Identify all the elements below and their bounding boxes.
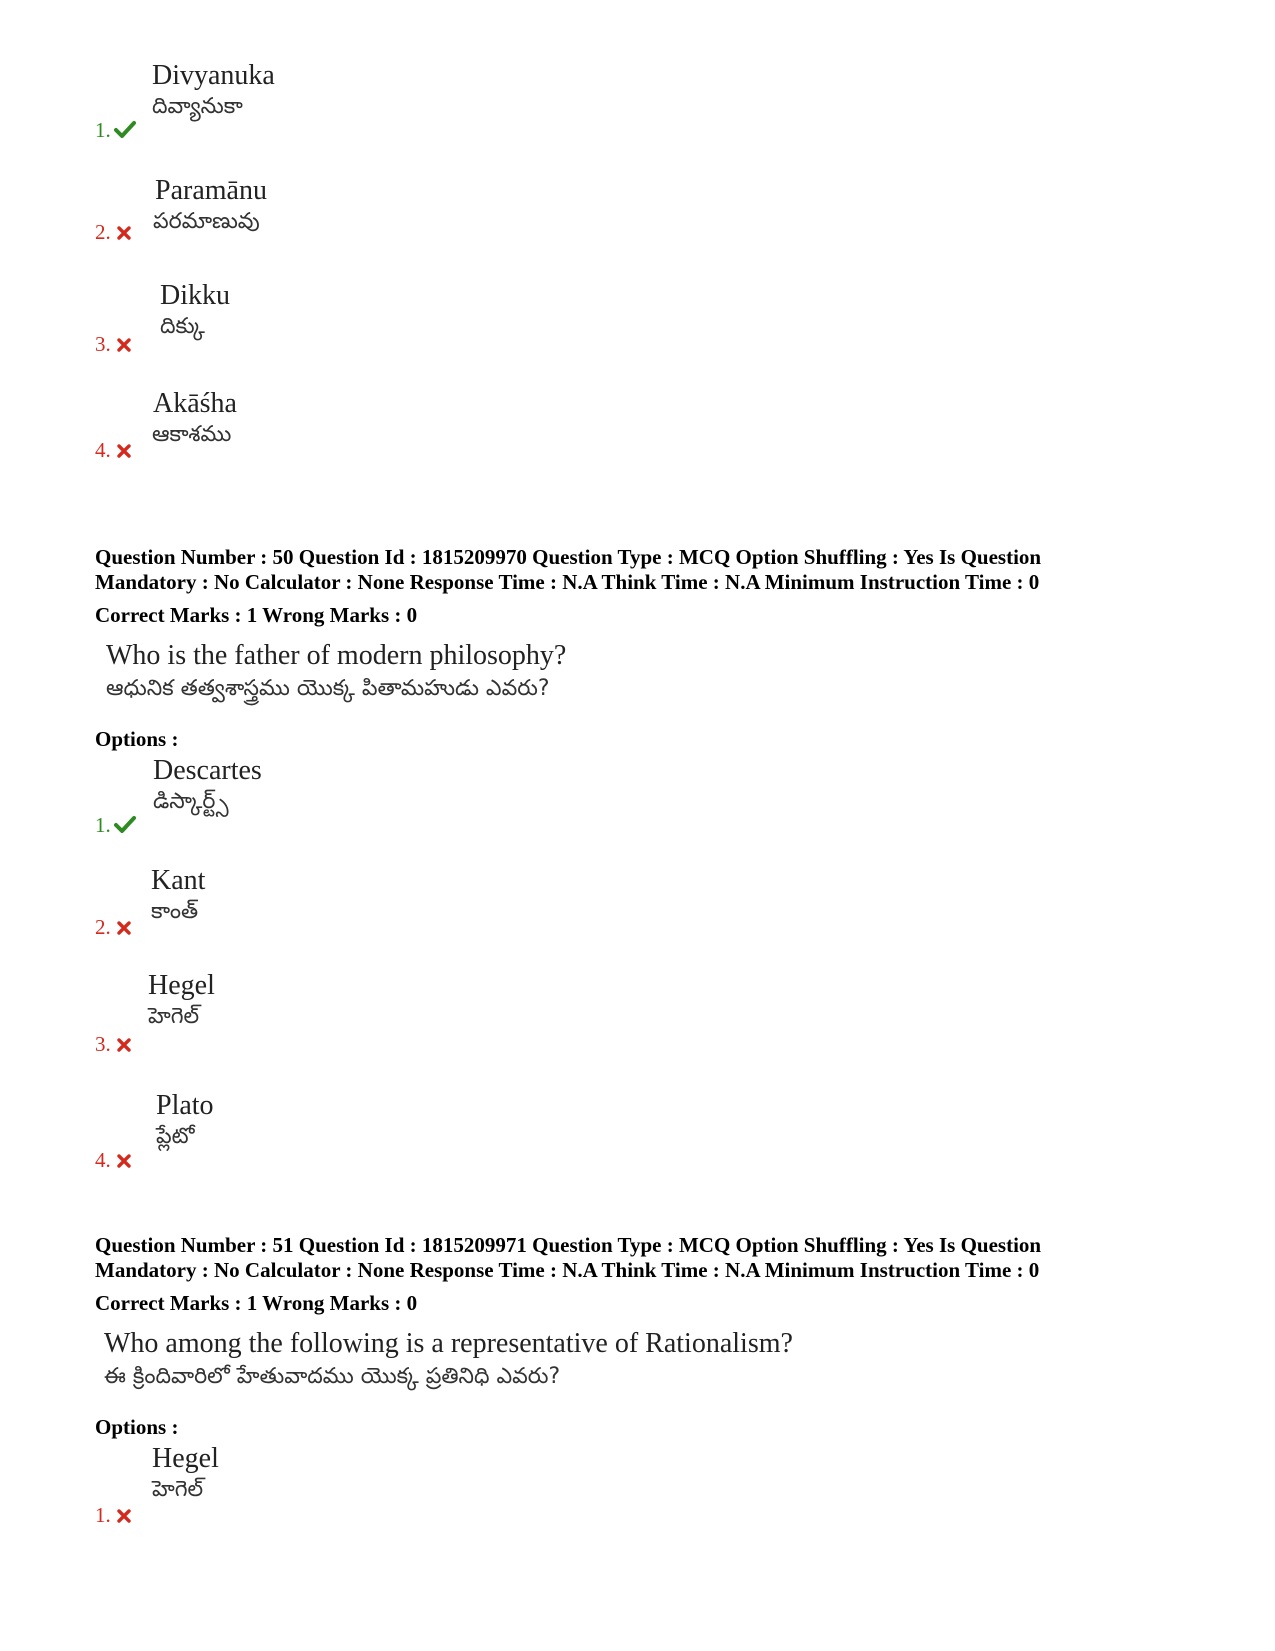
question-meta-line: Mandatory : No Calculator : None Response Time : N.A Think Time : N.A Minimum Instruction Time : 0 bbox=[95, 570, 1040, 594]
option-item bbox=[0, 970, 1275, 1070]
option-number: 1. bbox=[95, 813, 111, 837]
option-text-en: Hegel bbox=[152, 1443, 219, 1474]
check-icon bbox=[114, 815, 136, 833]
option-text-en: Plato bbox=[156, 1090, 214, 1121]
option-item bbox=[0, 1090, 1275, 1190]
question-text bbox=[104, 1328, 793, 1394]
options-label: Options : bbox=[95, 1415, 179, 1439]
question-text-en: Who among the following is a representative of Rationalism? bbox=[104, 1328, 793, 1359]
cross-icon bbox=[117, 1038, 131, 1052]
option-text-te: హెగెల్ bbox=[148, 1004, 200, 1029]
check-icon bbox=[114, 120, 136, 138]
option-number: 2. bbox=[95, 915, 111, 939]
cross-icon bbox=[117, 921, 131, 935]
option-item bbox=[0, 755, 1275, 855]
option-text-te: దిక్కు bbox=[160, 314, 205, 339]
option-item bbox=[0, 280, 1275, 380]
option-number: 4. bbox=[95, 438, 111, 462]
question-meta-line: Mandatory : No Calculator : None Response Time : N.A Think Time : N.A Minimum Instruction Time : 0 bbox=[95, 1258, 1040, 1282]
question-meta bbox=[95, 545, 1195, 595]
option-text-en: Hegel bbox=[148, 970, 215, 1001]
cross-icon bbox=[117, 226, 131, 240]
option-text-te: కాంత్ bbox=[151, 899, 199, 924]
option-number: 2. bbox=[95, 220, 111, 244]
option-number: 4. bbox=[95, 1148, 111, 1172]
cross-icon bbox=[117, 1154, 131, 1168]
options-label: Options : bbox=[95, 727, 179, 751]
option-item bbox=[0, 865, 1275, 965]
option-text-te: ఆకాశము bbox=[152, 422, 232, 447]
question-meta-line: Question Number : 50 Question Id : 1815209970 Question Type : MCQ Option Shuffling : Yes Is Question bbox=[95, 545, 1042, 569]
question-text-te: ఆధునిక తత్వశాస్త్రము యొక్క పితామహుడు ఎవరు? bbox=[106, 676, 550, 701]
cross-icon bbox=[117, 338, 131, 352]
option-item bbox=[0, 388, 1275, 488]
question-text-en: Who is the father of modern philosophy? bbox=[106, 640, 567, 671]
option-text-en: Divyanuka bbox=[152, 60, 275, 91]
option-text-te: పరమాణువు bbox=[153, 209, 260, 234]
marks-line: Correct Marks : 1 Wrong Marks : 0 bbox=[95, 603, 418, 627]
option-text-en: Dikku bbox=[160, 280, 230, 311]
option-text-te: హెగెల్ bbox=[152, 1477, 204, 1502]
option-text-en: Akāśha bbox=[153, 388, 237, 419]
question-meta bbox=[95, 1233, 1195, 1283]
question-text bbox=[106, 640, 566, 706]
option-text-en: Descartes bbox=[153, 755, 262, 786]
option-text-te: ప్లేటో bbox=[156, 1124, 195, 1149]
option-number: 3. bbox=[95, 332, 111, 356]
option-text-te: దివ్యానుకా bbox=[152, 94, 243, 119]
option-text-en: Paramānu bbox=[155, 175, 267, 206]
option-item bbox=[0, 175, 1275, 275]
question-text-te: ఈ క్రిందివారిలో హేతువాదము యొక్క ప్రతినిధి ఎవరు? bbox=[104, 1364, 561, 1389]
option-text-en: Kant bbox=[151, 865, 206, 896]
option-item bbox=[0, 60, 1275, 160]
option-number: 1. bbox=[95, 118, 111, 142]
cross-icon bbox=[117, 444, 131, 458]
question-meta-line: Question Number : 51 Question Id : 1815209971 Question Type : MCQ Option Shuffling : Yes Is Question bbox=[95, 1233, 1042, 1257]
option-number: 3. bbox=[95, 1032, 111, 1056]
option-number: 1. bbox=[95, 1503, 111, 1527]
cross-icon bbox=[117, 1509, 131, 1523]
option-text-te: డిస్కార్ట్స్ bbox=[153, 789, 229, 814]
option-item bbox=[0, 1443, 1275, 1543]
marks-line: Correct Marks : 1 Wrong Marks : 0 bbox=[95, 1291, 418, 1315]
